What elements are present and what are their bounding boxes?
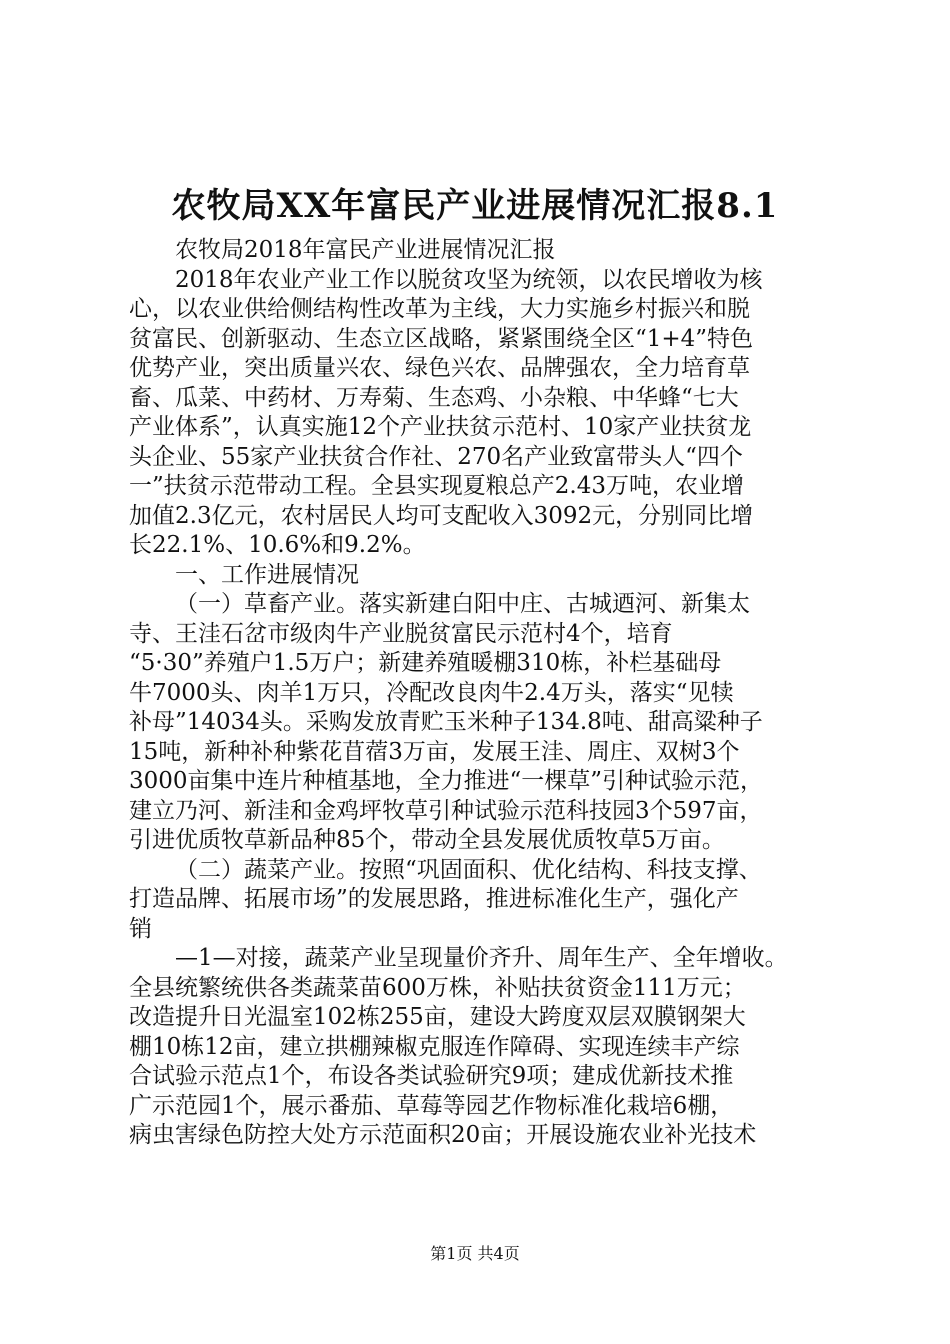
paragraph-line: 牛7000头、肉羊1万只，冷配改良肉牛2.4万头，落实“见犊	[129, 679, 734, 706]
paragraph-line: （二）蔬菜产业。按照“巩固面积、优化结构、科技支撑、	[175, 856, 762, 883]
paragraph-line: 15吨，新种补种紫花苜蓿3万亩，发展王洼、周庄、双树3个	[129, 738, 740, 765]
paragraph-line: 广示范园1个，展示番茄、草莓等园艺作物标准化栽培6棚，	[129, 1092, 734, 1119]
subtitle-line: 农牧局2018年富民产业进展情况汇报	[175, 237, 556, 263]
paragraph-line: 引进优质牧草新品种85个，带动全县发展优质牧草5万亩。	[129, 827, 725, 853]
paragraph-line: “5·30”养殖户1.5万户；新建养殖暖棚310栋，补栏基础母	[129, 650, 722, 676]
paragraph-line: 打造品牌、拓展市场”的发展思路，推进标准化生产，强化产	[129, 886, 739, 912]
paragraph-line: 加值2.3亿元，农村居民人均可支配收入3092元，分别同比增	[129, 502, 754, 529]
paragraph-line: 3000亩集中连片种植基地，全力推进“一棵草”引种试验示范，	[129, 768, 764, 794]
document-title: 农牧局XX年富民产业进展情况汇报8.1	[171, 186, 779, 226]
page-footer: 第1页 共4页	[430, 1244, 520, 1263]
paragraph-line: 头企业、55家产业扶贫合作社、270名产业致富带头人“四个	[129, 443, 743, 470]
document-body	[129, 236, 829, 1151]
paragraph-line: 产业体系”，认真实施12个产业扶贫示范村、10家产业扶贫龙	[129, 414, 752, 440]
paragraph-line: 一”扶贫示范带动工程。全县实现夏粮总产2.43万吨，农业增	[129, 473, 744, 499]
paragraph-line: 合试验示范点1个，布设各类试验研究9项；建成优新技术推	[129, 1063, 734, 1089]
paragraph-line: 改造提升日光温室102栋255亩，建设大跨度双层双膜钢架大	[129, 1004, 746, 1030]
paragraph-line: 心，以农业供给侧结构性改革为主线，大力实施乡村振兴和脱	[129, 296, 750, 322]
section-heading: 一、工作进展情况	[175, 561, 359, 588]
paragraph-line: 补母”14034头。采购发放青贮玉米种子134.8吨、甜高粱种子	[129, 709, 763, 735]
paragraph-line: 畜、瓜菜、中药材、万寿菊、生态鸡、小杂粮、中华蜂“七大	[129, 384, 739, 411]
paragraph-line: 2018年农业产业工作以脱贫攻坚为统领，以农民增收为核	[175, 266, 763, 293]
paragraph-line: （一）草畜产业。落实新建白阳中庄、古城迺河、新集太	[175, 591, 750, 617]
paragraph-line: —1—对接，蔬菜产业呈现量价齐升、周年生产、全年增收。	[175, 945, 788, 971]
paragraph-line: 棚10栋12亩，建立拱棚辣椒克服连作障碍、实现连续丰产综	[129, 1033, 740, 1060]
paragraph-line: 寺、王洼石岔市级肉牛产业脱贫富民示范村4个，培育	[129, 620, 673, 647]
paragraph-line: 病虫害绿色防控大处方示范面积20亩；开展设施农业补光技术	[129, 1122, 757, 1148]
paragraph-line: 长22.1%、10.6%和9.2%。	[129, 532, 426, 558]
paragraph-line: 贫富民、创新驱动、生态立区战略，紧紧围绕全区“1+4”特色	[129, 325, 754, 352]
paragraph-line: 全县统繁统供各类蔬菜苗600万株，补贴扶贫资金111万元；	[129, 974, 746, 1001]
paragraph-line: 销	[129, 915, 152, 942]
paragraph-line: 建立乃河、新洼和金鸡坪牧草引种试验示范科技园3个597亩，	[129, 797, 763, 824]
paragraph-line: 优势产业，突出质量兴农、绿色兴农、品牌强农，全力培育草	[129, 355, 750, 381]
